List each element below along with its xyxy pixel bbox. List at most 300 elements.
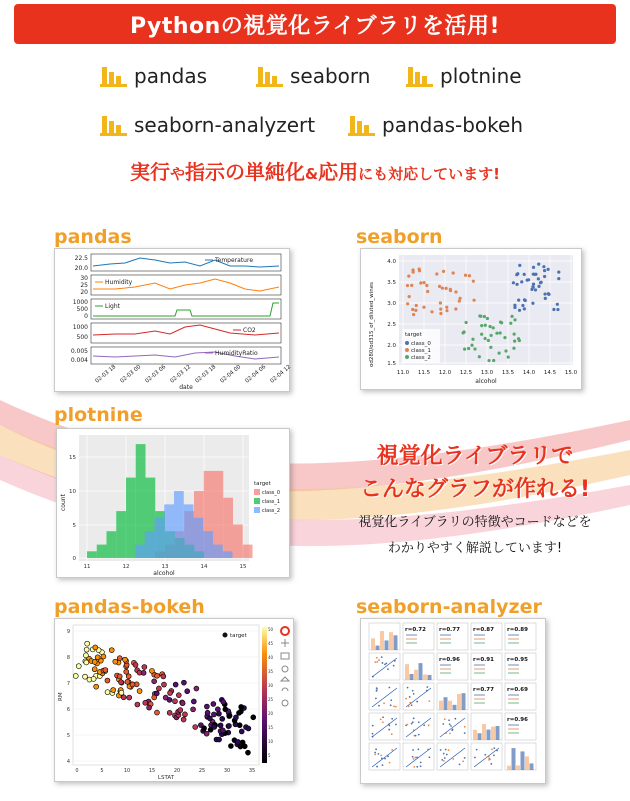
legend-label: HumidityRatio (215, 350, 258, 357)
header-title: Pythonの視覚化ライブラリを活用! (129, 13, 501, 39)
svg-text:5: 5 (100, 768, 104, 774)
pairplot-chart (361, 619, 545, 783)
scatter-point (462, 331, 465, 334)
correlation-label: r=0.77 (473, 687, 494, 693)
svg-text:20: 20 (173, 768, 181, 774)
histogram-bar (419, 663, 423, 680)
tagline: 実行や指示の単純化&応用にも対応しています! (130, 160, 500, 184)
scatter-point (452, 758, 454, 760)
seaborn-x-label: alcohol (475, 378, 497, 385)
scatter-point (486, 317, 489, 320)
correlation-label: r=0.96 (439, 657, 460, 663)
svg-text:35: 35 (268, 669, 274, 674)
scatter-point (441, 286, 444, 289)
seaborn-scatter-chart (361, 249, 581, 389)
correlation-label: r=0.89 (507, 627, 528, 633)
scatter-point (93, 645, 98, 650)
scatter-point (531, 302, 534, 305)
scatter-point (208, 727, 213, 732)
scatter-point (412, 271, 415, 274)
svg-text:15.0: 15.0 (564, 370, 578, 376)
scatter-point (445, 309, 448, 312)
scatter-point (476, 749, 478, 751)
scatter-point (413, 693, 415, 695)
scatter-point (91, 676, 96, 681)
histogram-bar (233, 525, 243, 559)
plotnine-y-ticks (69, 455, 77, 562)
bokeh-toolbar[interactable] (281, 627, 289, 706)
svg-text:2.0: 2.0 (387, 343, 396, 349)
svg-text:15: 15 (148, 768, 156, 774)
scatter-point (533, 273, 536, 276)
scatter-point (111, 688, 116, 693)
bar-chart-icon (348, 114, 376, 136)
histogram-bar (389, 632, 393, 650)
svg-text:40: 40 (268, 655, 274, 660)
scatter-point (205, 710, 210, 715)
scatter-point (428, 724, 430, 726)
scatter-point (490, 763, 492, 765)
scatter-point (543, 269, 546, 272)
scatter-point (220, 716, 225, 721)
scatter-point (95, 655, 100, 660)
scatter-point (388, 687, 390, 689)
histogram-bar (457, 694, 461, 710)
histogram-bar (164, 504, 174, 558)
svg-text:0: 0 (84, 313, 88, 320)
scatter-point (239, 729, 244, 734)
scatter-point (376, 688, 378, 690)
scatter-point (211, 712, 216, 717)
scatter-point (407, 724, 409, 726)
scatter-point (376, 657, 378, 659)
scatter-point (547, 292, 550, 295)
scatter-point (182, 712, 187, 717)
svg-text:25: 25 (80, 282, 88, 289)
svg-text:0: 0 (72, 556, 76, 562)
scatter-point (173, 682, 178, 687)
scatter-point (422, 306, 425, 309)
histogram-bar (136, 444, 146, 558)
scatter-point (428, 756, 430, 758)
svg-text:11.5: 11.5 (417, 370, 431, 376)
scatter-point (154, 710, 159, 715)
scatter-point (420, 762, 422, 764)
scatter-point (121, 695, 126, 700)
scatter-point (480, 324, 483, 327)
scatter-point (415, 304, 418, 307)
scatter-point (142, 665, 147, 670)
scatter-point (556, 303, 559, 306)
svg-text:14: 14 (200, 564, 208, 570)
scatter-point (531, 285, 534, 288)
scatter-point (500, 321, 503, 324)
scatter-point (412, 721, 414, 723)
scatter-point (239, 704, 244, 709)
scatter-point (228, 744, 233, 749)
reset-icon[interactable] (282, 688, 288, 691)
scatter-point (412, 313, 415, 316)
histogram-bar (145, 531, 155, 558)
svg-text:02-03 12: 02-03 12 (169, 364, 193, 385)
scatter-point (246, 726, 251, 731)
scatter-point (410, 284, 413, 287)
bar-chart-icon (100, 114, 128, 136)
scatter-point (73, 673, 78, 678)
bar-chart-icon (406, 65, 434, 87)
scatter-point (405, 698, 407, 700)
histogram-bar (462, 693, 466, 710)
histogram-bar (478, 733, 482, 740)
scatter-point (465, 321, 468, 324)
section-title-seaborn: seaborn (356, 226, 443, 248)
scatter-point (412, 690, 414, 692)
scatter-point (478, 355, 481, 358)
callout-body-2: わかりやすく解説しています! (387, 541, 563, 556)
scatter-point (458, 299, 461, 302)
box-zoom-icon[interactable] (281, 653, 289, 659)
scatter-point (412, 756, 414, 758)
histogram-bar (203, 531, 213, 558)
scatter-point (395, 724, 397, 726)
histogram-bar (507, 766, 511, 770)
scatter-point (450, 725, 452, 727)
scatter-point (76, 664, 81, 669)
scatter-point (446, 754, 448, 756)
scatter-point (118, 680, 123, 685)
scatter-point (384, 663, 386, 665)
scatter-point (532, 282, 535, 285)
scatter-point (464, 757, 466, 759)
histogram-bar (423, 675, 427, 680)
histogram-bar (521, 751, 525, 770)
scatter-point (409, 696, 411, 698)
svg-text:02-04 06: 02-04 06 (244, 364, 268, 385)
scatter-point (534, 288, 537, 291)
scatter-point (523, 307, 526, 310)
scatter-point (493, 747, 495, 749)
section-title-pandas-bokeh: pandas-bokeh (54, 596, 205, 618)
wheel-zoom-icon[interactable] (282, 666, 288, 672)
histogram-bar (97, 545, 107, 558)
scatter-point (441, 759, 443, 761)
scatter-point (449, 723, 451, 725)
svg-text:30: 30 (268, 683, 274, 688)
svg-text:13: 13 (161, 564, 169, 570)
scatter-point (389, 762, 391, 764)
histogram-bar (213, 545, 223, 558)
histogram-bar (243, 545, 253, 558)
histogram-bar (487, 730, 491, 740)
legend-label: class_1 (262, 499, 281, 505)
scatter-point (382, 716, 384, 718)
callout-heading-2: こんなグラフが作れる! (359, 477, 591, 502)
svg-text:14.5: 14.5 (543, 370, 557, 376)
svg-text:11: 11 (83, 564, 91, 570)
scatter-point (557, 277, 560, 280)
scatter-point (85, 641, 90, 646)
bokeh-colorbar-ticks (268, 627, 274, 758)
histogram-bar (184, 504, 194, 558)
scatter-point (543, 275, 546, 278)
correlation-label: r=0.95 (507, 657, 528, 663)
scatter-point (499, 331, 502, 334)
bar-chart-icon (100, 65, 128, 87)
plotnine-histogram-chart (57, 429, 289, 577)
scatter-point (217, 737, 222, 742)
scatter-point (518, 309, 521, 312)
scatter-point (513, 318, 516, 321)
scatter-point (143, 700, 148, 705)
scatter-point (185, 689, 190, 694)
bokeh-logo-icon (281, 627, 289, 635)
scatter-point (518, 264, 521, 267)
scatter-point (445, 749, 447, 751)
svg-text:02-04 00: 02-04 00 (219, 364, 243, 385)
histogram-bar (116, 511, 126, 558)
scatter-point (103, 668, 108, 673)
scatter-point (181, 680, 186, 685)
svg-text:12.5: 12.5 (459, 370, 473, 376)
pan-tool-icon[interactable] (281, 639, 289, 647)
scatter-point (464, 726, 466, 728)
svg-text:0: 0 (75, 768, 79, 774)
scatter-point (454, 307, 457, 310)
scatter-point (83, 674, 88, 679)
scatter-point (419, 281, 422, 284)
scatter-point (462, 760, 464, 762)
scatter-point (194, 686, 199, 691)
scatter-point (395, 706, 397, 708)
svg-text:0.005: 0.005 (70, 348, 88, 355)
scatter-point (454, 718, 456, 720)
svg-text:target: target (254, 481, 271, 487)
scatter-point (117, 674, 122, 679)
plotnine-x-label: alcohol (153, 570, 175, 577)
scatter-point (470, 344, 473, 347)
histogram-bar (516, 765, 520, 770)
scatter-point (484, 337, 487, 340)
seaborn-chart-panel (360, 248, 582, 390)
scatter-point (503, 336, 506, 339)
svg-text:13.0: 13.0 (480, 370, 494, 376)
scatter-point (376, 766, 378, 768)
scatter-point (383, 702, 385, 704)
pandas-x-label: date (179, 384, 193, 391)
scatter-point (105, 690, 110, 695)
legend-label: class_2 (411, 355, 431, 361)
scatter-point (375, 748, 377, 750)
scatter-point (488, 325, 491, 328)
bokeh-scatter-chart (55, 619, 293, 781)
histogram-bar (385, 640, 389, 650)
scatter-point (94, 684, 99, 689)
scatter-point (483, 315, 486, 318)
scatter-point (126, 674, 131, 679)
svg-text:0.004: 0.004 (70, 357, 88, 364)
scatter-point (544, 297, 547, 300)
histogram-bar (394, 635, 398, 650)
pandas-series-lines (93, 258, 279, 359)
scatter-point (83, 653, 88, 658)
scatter-point (474, 757, 476, 759)
scatter-point (449, 732, 451, 734)
scatter-point (414, 757, 416, 759)
scatter-point (532, 266, 535, 269)
library-item-seaborn-analyzert: seaborn-analyzert (100, 113, 315, 137)
scatter-point (227, 714, 232, 719)
scatter-point (484, 324, 487, 327)
scatter-point (449, 289, 452, 292)
svg-text:50: 50 (268, 627, 274, 632)
bokeh-x-label: LSTAT (157, 775, 175, 781)
scatter-point (537, 277, 540, 280)
histogram-bar (444, 697, 448, 710)
svg-text:8: 8 (66, 655, 70, 661)
correlation-label: r=0.72 (405, 627, 426, 633)
scatter-point (473, 347, 476, 350)
legend-label: Temperature (215, 257, 254, 264)
histogram-bar (107, 531, 117, 558)
scatter-point (448, 749, 450, 751)
scatter-point (515, 283, 518, 286)
histogram-bar (126, 478, 136, 558)
scatter-point (207, 716, 212, 721)
scatter-point (105, 678, 110, 683)
scatter-point (242, 744, 247, 749)
scatter-point (154, 691, 159, 696)
scatter-point (537, 285, 540, 288)
scatter-point (479, 315, 482, 318)
svg-text:20.0: 20.0 (74, 265, 88, 272)
svg-text:30: 30 (80, 275, 88, 282)
histogram-bar (371, 638, 375, 650)
svg-text:1.5: 1.5 (387, 361, 396, 367)
svg-text:30: 30 (223, 768, 231, 774)
scatter-point (117, 656, 122, 661)
seaborn-y-label: od280/od315_of_diluted_wines (369, 282, 375, 367)
scatter-point (133, 662, 138, 667)
scatter-point (389, 725, 391, 727)
scatter-point (233, 715, 238, 720)
scatter-point (235, 739, 240, 744)
histogram-bar (155, 518, 165, 558)
scatter-point (517, 298, 520, 301)
svg-text:22.5: 22.5 (74, 255, 88, 262)
scatter-point (390, 704, 392, 706)
scatter-point (507, 355, 510, 358)
bokeh-colorbar (262, 627, 267, 763)
correlation-label: r=0.91 (473, 657, 494, 663)
histogram-bar (223, 498, 233, 558)
save-icon[interactable] (281, 677, 289, 681)
scatter-point (406, 284, 409, 287)
scatter-point (552, 308, 555, 311)
svg-text:02-03 18: 02-03 18 (194, 364, 218, 385)
svg-text:35: 35 (248, 768, 256, 774)
seaborn-y-ticks (387, 259, 396, 367)
bokeh-y-ticks (67, 629, 70, 765)
scatter-point (442, 270, 445, 273)
scatter-point (220, 728, 225, 733)
scatter-point (440, 749, 442, 751)
svg-text:5: 5 (66, 733, 70, 739)
help-icon[interactable] (282, 700, 288, 706)
scatter-point (223, 707, 228, 712)
scatter-point (380, 754, 382, 756)
scatter-point (492, 326, 495, 329)
scatter-point (390, 699, 392, 701)
scatter-point (191, 699, 196, 704)
library-item-pandas-bokeh: pandas-bokeh (348, 113, 523, 137)
scatter-point (422, 281, 425, 284)
legend-label: CO2 (243, 327, 256, 334)
svg-text:20: 20 (268, 711, 274, 716)
scatter-point (489, 346, 492, 349)
svg-text:15: 15 (268, 725, 274, 730)
scatter-point (411, 308, 414, 311)
scatter-point (498, 352, 501, 355)
scatter-point (380, 718, 382, 720)
scatter-point (556, 308, 559, 311)
scatter-point (382, 764, 384, 766)
scatter-point (523, 298, 526, 301)
correlation-label: r=0.96 (507, 717, 528, 723)
scatter-point (237, 723, 242, 728)
scatter-point (438, 285, 441, 288)
scatter-point (448, 719, 450, 721)
library-item-plotnine: plotnine (406, 64, 522, 88)
scatter-point (557, 270, 560, 273)
scatter-point (464, 732, 466, 734)
scatter-point (406, 302, 409, 305)
scatter-point (537, 263, 540, 266)
scatter-point (430, 310, 433, 313)
scatter-point (137, 689, 142, 694)
scatter-point (490, 334, 493, 337)
histogram-bar (473, 730, 477, 740)
scatter-point (480, 333, 483, 336)
scatter-point (416, 701, 418, 703)
svg-text:14.0: 14.0 (522, 370, 536, 376)
svg-text:12.0: 12.0 (438, 370, 452, 376)
scatter-point (492, 359, 495, 362)
scatter-point (543, 292, 546, 295)
svg-text:25: 25 (268, 697, 274, 702)
scatter-point (387, 756, 389, 758)
scatter-point (413, 717, 415, 719)
scatter-point (454, 290, 457, 293)
svg-text:500: 500 (76, 306, 88, 313)
pandas-x-ticks (94, 364, 292, 385)
svg-text:5: 5 (72, 523, 76, 529)
scatter-point (176, 693, 181, 698)
scatter-point (147, 705, 152, 710)
legend-label: class_1 (411, 348, 431, 354)
histogram-bar (525, 756, 529, 770)
section-title-plotnine: plotnine (54, 404, 143, 426)
scatter-point (378, 659, 380, 661)
scatter-point (393, 665, 395, 667)
scatter-point (439, 308, 442, 311)
legend-label: class_2 (262, 508, 281, 514)
svg-text:6: 6 (66, 707, 70, 713)
svg-text:12: 12 (122, 564, 130, 570)
scatter-point (513, 306, 516, 309)
svg-text:7: 7 (66, 681, 70, 687)
scatter-point (125, 679, 130, 684)
analyzer-chart-panel (360, 618, 546, 784)
